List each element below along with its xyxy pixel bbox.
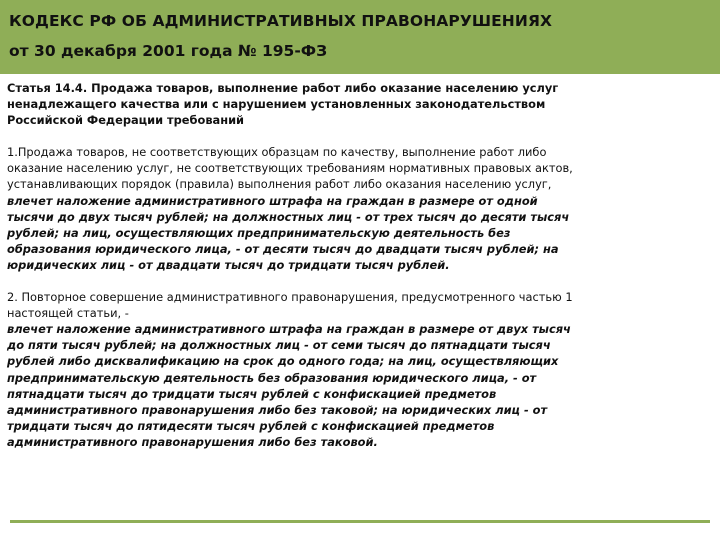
header-banner <box>0 0 720 74</box>
part-2-penalty-line: предпринимательскую деятельность без образования юридического лица, - от <box>7 370 537 385</box>
part-2-penalty-line: рублей либо дисквалификацию на срок до одного года; на лиц, осуществляющих <box>7 354 559 369</box>
part-2-penalty-line: административного правонарушения либо без таковой. <box>7 434 378 449</box>
part-2-text-line: 2. Повторное совершение административного правонарушения, предусмотренного частью 1 <box>7 290 573 305</box>
part-2-penalty-line: влечет наложение административного штрафа на граждан в размере от двух тысяч <box>7 322 571 337</box>
spacer <box>7 273 713 289</box>
article-heading <box>7 80 713 128</box>
part-2-penalty-line: тридцати тысяч до пятидесяти тысяч рублей с конфискацией предметов <box>7 418 495 433</box>
part-2-text-line: настоящей статьи, - <box>7 306 129 321</box>
part-2-penalty-line: пятнадцати тысяч до тридцати тысяч рублей с конфискацией предметов <box>7 386 497 401</box>
spacer <box>7 128 713 144</box>
page-title: КОДЕКС РФ ОБ АДМИНИСТРАТИВНЫХ ПРАВОНАРУШЕНИЯХ <box>9 12 553 30</box>
footer-divider <box>10 520 710 523</box>
part-1-penalty-line: влечет наложение административного штрафа на граждан в размере от одной <box>7 193 538 208</box>
part-1-penalty-line: тысячи до двух тысяч рублей; на должностных лиц - от трех тысяч до десяти тысяч <box>7 209 570 224</box>
article-heading-line: Статья 14.4. Продажа товаров, выполнение работ либо оказание населению услуг <box>7 81 559 95</box>
part-1-penalty-line: рублей; на лиц, осуществляющих предпринимательскую деятельность без <box>7 225 511 240</box>
part-2-penalty-line: до пяти тысяч рублей; на должностных лиц - от семи тысяч до пятнадцати тысяч <box>7 338 551 353</box>
part-1-penalty <box>7 193 713 273</box>
article-part-1 <box>7 144 713 273</box>
part-1-text-line: устанавливающих порядок (правила) выполнения работ либо оказания населению услуг, <box>7 177 552 192</box>
part-1-penalty-line: образования юридического лица, - от десяти тысяч до двадцати тысяч рублей; на <box>7 241 559 256</box>
part-1-text-line: оказание населению услуг, не соответствующих требованиям нормативных правовых актов, <box>7 161 573 176</box>
article-body <box>7 80 713 450</box>
article-heading-line: Российской Федерации требований <box>7 113 245 128</box>
page-subtitle: от 30 декабря 2001 года № 195-ФЗ <box>9 42 328 60</box>
part-1-text-line: 1.Продажа товаров, не соответствующих образцам по качеству, выполнение работ либо <box>7 145 547 160</box>
part-2-penalty-line: административного правонарушения либо без таковой; на юридических лиц - от <box>7 402 548 417</box>
part-1-penalty-line: юридических лиц - от двадцати тысяч до тридцати тысяч рублей. <box>7 257 450 272</box>
part-2-penalty <box>7 321 713 450</box>
article-heading-line: ненадлежащего качества или с нарушением установленных законодательством <box>7 97 546 112</box>
article-part-2 <box>7 289 713 450</box>
